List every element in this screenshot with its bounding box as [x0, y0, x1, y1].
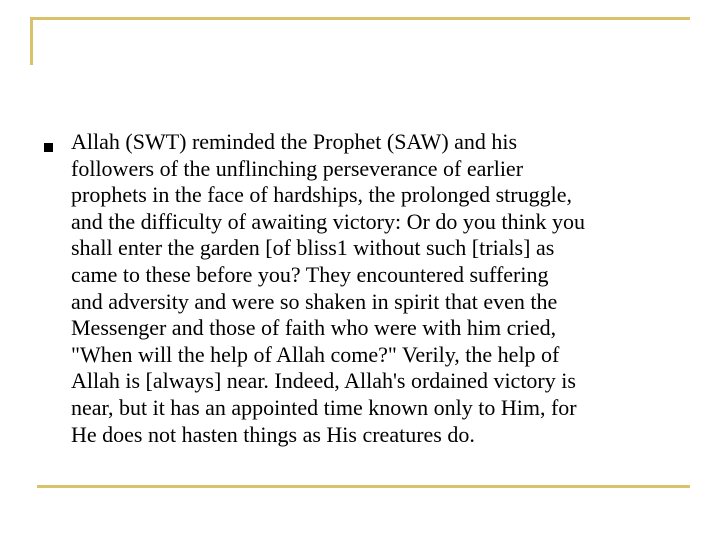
text-line: Allah is [always] near. Indeed, Allah's ordained victory is [71, 368, 576, 394]
text-line: shall enter the garden [of bliss1 without such [trials] as [71, 235, 555, 261]
top-horizontal-rule [30, 17, 690, 20]
text-line: followers of the unflinching perseverance of earlier [71, 155, 524, 181]
text-line: came to these before you? They encountered suffering [71, 261, 549, 287]
bottom-horizontal-rule [37, 485, 690, 488]
text-line: and adversity and were so shaken in spirit that even the [71, 288, 558, 314]
text-line: He does not hasten things as His creatures do. [71, 421, 475, 447]
text-line: and the difficulty of awaiting victory: Or do you think you [71, 208, 586, 234]
text-line: Messenger and those of faith who were with him cried, [71, 315, 557, 341]
bullet-square-icon [44, 143, 53, 152]
top-vertical-rule [30, 17, 33, 65]
text-line: prophets in the face of hardships, the prolonged struggle, [71, 182, 572, 208]
text-line: near, but it has an appointed time known only to Him, for [71, 394, 577, 420]
text-line: Allah (SWT) reminded the Prophet (SAW) and his [71, 129, 518, 154]
bullet-text [71, 129, 691, 448]
text-line: "When will the help of Allah come?" Verily, the help of [71, 341, 560, 367]
